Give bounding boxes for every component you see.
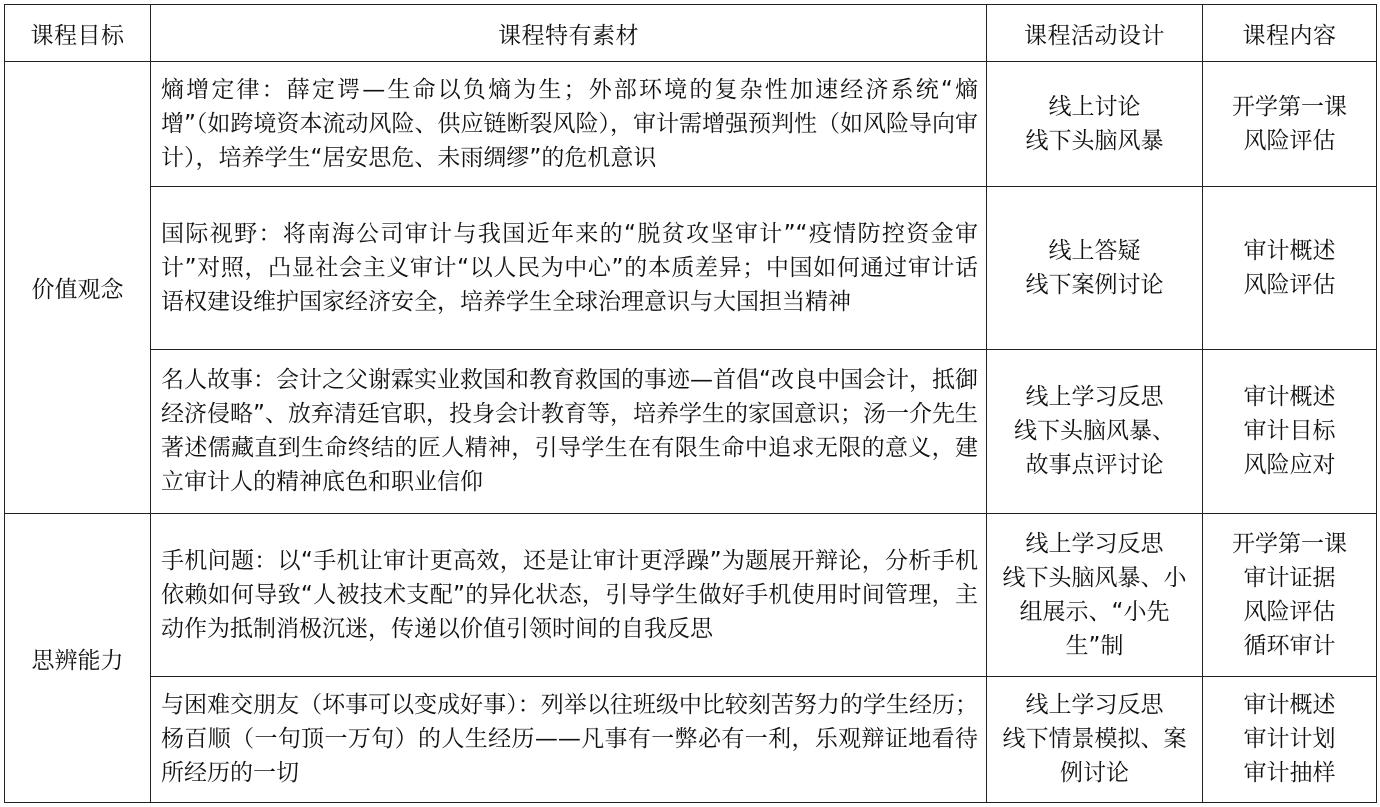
content-item: 审计目标 — [1243, 418, 1336, 445]
content-item: 风险评估 — [1243, 598, 1336, 625]
activity-item: 线上学习反思 — [1025, 692, 1164, 719]
content-item: 开学第一课 — [1232, 530, 1347, 557]
activity-item: 线上讨论 — [1048, 94, 1141, 121]
header-activities: 课程活动设计 — [987, 5, 1203, 62]
content-cell — [1203, 676, 1377, 802]
goal-cell: 价值观念 — [5, 62, 151, 514]
material-cell: 名人故事：会计之父谢霖实业救国和教育救国的事迹—首倡“改良中国会计，抵御经济侵略”、放弃清廷官职，投身会计教育等，培养学生的家国意识；汤一介先生著述儒藏直到生命终结的匠人精神，引导学生在有限生命中追求无限的意义，建立审计人的精神底色和职业信仰 — [151, 349, 987, 513]
content-item: 开学第一课 — [1232, 94, 1347, 121]
activity-item: 线下案例讨论 — [1025, 272, 1164, 299]
content-cell — [1203, 349, 1377, 513]
activity-item: 生”制 — [1065, 632, 1124, 659]
header-goal: 课程目标 — [5, 5, 151, 62]
header-material: 课程特有素材 — [151, 5, 987, 62]
content-item: 风险评估 — [1243, 128, 1336, 155]
activity-item: 线上答疑 — [1048, 238, 1141, 265]
activity-item: 线下头脑风暴、 — [1014, 418, 1175, 445]
activities-cell — [987, 676, 1203, 802]
activity-item: 故事点评讨论 — [1025, 452, 1164, 479]
material-cell: 熵增定律：薛定谔—生命以负熵为生；外部环境的复杂性加速经济系统“熵增”（如跨境资本流动风险、供应链断裂风险），审计需增强预判性（如风险导向审计），培养学生“居安思危、未雨绸缪”的危机意识 — [151, 62, 987, 187]
activity-item: 例讨论 — [1060, 760, 1129, 787]
goal-cell: 思辨能力 — [5, 514, 151, 803]
content-item: 审计抽样 — [1243, 760, 1336, 787]
content-cell — [1203, 187, 1377, 349]
content-item: 风险应对 — [1243, 452, 1336, 479]
content-item: 审计计划 — [1243, 726, 1336, 753]
content-item: 审计概述 — [1243, 692, 1336, 719]
material-cell: 手机问题：以“手机让审计更高效，还是让审计更浮躁”为题展开辩论，分析手机依赖如何导致“人被技术支配”的异化状态，引导学生做好手机使用时间管理，主动作为抵制消极沉迷，传递以价值引领时间的自我反思 — [151, 514, 987, 676]
activity-item: 组展示、“小先 — [1019, 598, 1170, 625]
content-item: 审计概述 — [1243, 238, 1336, 265]
material-cell: 国际视野：将南海公司审计与我国近年来的“脱贫攻坚审计”“疫情防控资金审计”对照，凸显社会主义审计“以人民为中心”的本质差异；中国如何通过审计话语权建设维护国家经济安全，培养学生全球治理意识与大国担当精神 — [151, 187, 987, 349]
activities-cell — [987, 62, 1203, 187]
activities-cell — [987, 514, 1203, 676]
activity-item: 线下情景模拟、案 — [1002, 726, 1187, 753]
table-row — [5, 62, 1377, 187]
table-row — [5, 349, 1377, 513]
material-cell: 与困难交朋友（坏事可以变成好事）：列举以往班级中比较刻苦努力的学生经历；杨百顺（一句顶一万句）的人生经历——凡事有一弊必有一利，乐观辩证地看待所经历的一切 — [151, 676, 987, 802]
content-item: 审计证据 — [1243, 564, 1336, 591]
table-row — [5, 676, 1377, 802]
activities-cell — [987, 187, 1203, 349]
content-item: 风险评估 — [1243, 272, 1336, 299]
activity-item: 线下头脑风暴、小 — [1002, 564, 1187, 591]
content-cell — [1203, 62, 1377, 187]
activities-cell — [987, 349, 1203, 513]
table-row — [5, 514, 1377, 676]
header-content: 课程内容 — [1203, 5, 1377, 62]
activity-item: 线下头脑风暴 — [1025, 128, 1164, 155]
activity-item: 线上学习反思 — [1025, 384, 1164, 411]
content-item: 循环审计 — [1243, 632, 1336, 659]
activity-item: 线上学习反思 — [1025, 530, 1164, 557]
course-design-table — [4, 4, 1377, 803]
table-row — [5, 187, 1377, 349]
content-cell — [1203, 514, 1377, 676]
content-item: 审计概述 — [1243, 384, 1336, 411]
header-row — [5, 5, 1377, 62]
